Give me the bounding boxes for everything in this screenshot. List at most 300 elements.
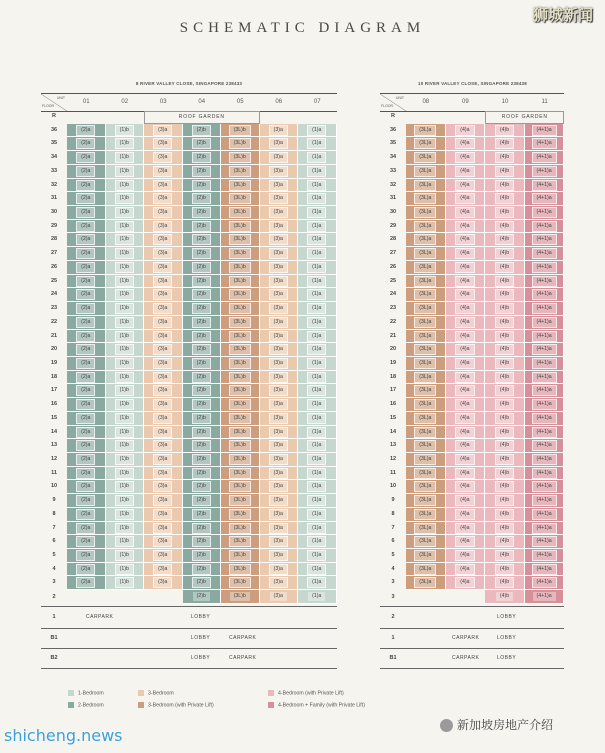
- floor-label: 21: [389, 332, 397, 339]
- unit-type-label: (2)b: [192, 234, 211, 245]
- unit-type-label: (3)a: [270, 592, 287, 601]
- unit-type-label: (2)a: [76, 125, 95, 136]
- unit-cell: [106, 192, 145, 206]
- unit-column-header: 11: [541, 99, 548, 105]
- unit-cell: [298, 316, 337, 330]
- unit-column-header: 06: [275, 99, 283, 105]
- unit-type-label: (4)a: [455, 152, 474, 163]
- unit-type-label: (1)a: [307, 248, 326, 259]
- unit-cell: [67, 316, 106, 330]
- unit-cell: [298, 467, 337, 481]
- unit-cell: [298, 453, 337, 467]
- unit-type-label: (4)a: [455, 481, 474, 492]
- unit-cell: [260, 590, 299, 604]
- unit-type-label: (1)a: [307, 331, 326, 342]
- floor-label: 3: [391, 579, 395, 586]
- unit-type-label: (4)a: [455, 180, 474, 191]
- unit-type-label: (3)a: [269, 221, 288, 232]
- unit-cell: [406, 480, 446, 494]
- unit-cell: [183, 522, 222, 536]
- unit-type-label: (3L)b: [229, 427, 251, 438]
- floor-label: 5: [52, 552, 56, 559]
- unit-cell: [406, 398, 446, 412]
- unit-cell: [67, 439, 106, 453]
- unit-cell: [525, 206, 565, 220]
- unit-type-label: (3)a: [153, 138, 172, 149]
- unit-cell: [485, 247, 525, 261]
- unit-cell: [446, 330, 486, 344]
- unit-cell: [67, 398, 106, 412]
- floor-label: 19: [389, 359, 397, 366]
- unit-type-label: (3)a: [153, 358, 172, 369]
- unit-type-label: (3L)a: [414, 577, 436, 588]
- unit-cell: [106, 261, 145, 275]
- unit-type-label: (3L)b: [229, 550, 251, 561]
- unit-type-label: (2)b: [192, 180, 211, 191]
- unit-cell: [298, 535, 337, 549]
- unit-type-label: (4)b: [495, 152, 514, 163]
- unit-type-label: (2)a: [76, 303, 95, 314]
- unit-type-label: (3)a: [153, 166, 172, 177]
- floor-label: 20: [50, 346, 58, 353]
- unit-type-label: (2)b: [192, 152, 211, 163]
- unit-type-label: (4)a: [455, 385, 474, 396]
- unit-type-label: (2)b: [192, 577, 211, 588]
- watermark-bottom-right: [440, 716, 553, 733]
- unit-type-label: (4)a: [455, 468, 474, 479]
- unit-cell: [260, 480, 299, 494]
- floor-label: 31: [389, 195, 397, 202]
- unit-cell: [106, 275, 145, 289]
- unit-type-label: (2)a: [76, 248, 95, 259]
- unit-cell: [221, 494, 260, 508]
- watermark-bottom-right-text: 新加坡房地产介绍: [457, 718, 554, 732]
- unit-type-label: (1)b: [115, 564, 134, 575]
- unit-type-label: (1)b: [115, 468, 134, 479]
- unit-type-label: (3L)b: [229, 509, 251, 520]
- unit-cell: [67, 494, 106, 508]
- unit-type-label: (3L)a: [414, 413, 436, 424]
- unit-type-label: (3L)b: [229, 495, 251, 506]
- unit-cell: [525, 549, 565, 563]
- unit-cell: [183, 192, 222, 206]
- unit-cell: [183, 124, 222, 138]
- unit-cell: [106, 522, 145, 536]
- floor-label: 12: [389, 456, 397, 462]
- unit-cell: [67, 288, 106, 302]
- unit-cell: [106, 384, 145, 398]
- unit-type-label: (3)a: [153, 125, 172, 136]
- unit-cell: [67, 275, 106, 289]
- unit-cell: [525, 439, 565, 453]
- unit-header-row: [41, 93, 337, 112]
- unit-cell: [446, 398, 486, 412]
- unit-cell: [260, 261, 299, 275]
- unit-cell: [406, 288, 446, 302]
- unit-type-label: (3)a: [269, 481, 288, 492]
- unit-cell: [525, 563, 565, 577]
- unit-cell: [183, 261, 222, 275]
- floor-label: 24: [389, 291, 397, 298]
- unit-type-label: (2)b: [192, 523, 211, 534]
- unit-type-label: (3)a: [269, 344, 288, 355]
- unit-cell: [144, 371, 183, 385]
- unit-cell: [485, 220, 525, 234]
- unit-cell: [446, 179, 486, 193]
- unit-cell: [183, 494, 222, 508]
- unit-type-label: (1)a: [307, 523, 326, 534]
- unit-type-label: (2)a: [76, 317, 95, 328]
- unit-cell: [67, 508, 106, 522]
- unit-type-label: (1)b: [115, 193, 134, 204]
- unit-cell: [106, 563, 145, 577]
- unit-type-label: (3L)a: [414, 385, 436, 396]
- unit-type-label: (3L)b: [229, 276, 251, 287]
- unit-type-label: (4+1)a: [532, 577, 557, 588]
- legend-item: [268, 702, 365, 708]
- floor-label: 6: [52, 538, 56, 545]
- unit-type-label: (2)a: [76, 234, 95, 245]
- floor-unit-corner: [380, 94, 406, 111]
- unit-type-label: (3)a: [269, 234, 288, 245]
- unit-cell: [106, 137, 145, 151]
- unit-cell: [485, 330, 525, 344]
- unit-cell: [67, 357, 106, 371]
- unit-type-label: (3)a: [269, 468, 288, 479]
- unit-type-label: (3)a: [153, 536, 172, 547]
- unit-cell: [446, 275, 486, 289]
- unit-type-label: (3)a: [269, 564, 288, 575]
- unit-type-label: (4)b: [495, 262, 514, 273]
- floor-label: 35: [389, 140, 397, 147]
- unit-cell: [485, 384, 525, 398]
- unit-type-label: (3L)b: [229, 523, 251, 534]
- unit-type-label: (3)a: [269, 248, 288, 259]
- unit-type-label: (4)b: [495, 413, 514, 424]
- unit-cell: [144, 275, 183, 289]
- unit-type-label: (2)b: [192, 193, 211, 204]
- unit-cell: [525, 192, 565, 206]
- unit-cell: [144, 261, 183, 275]
- unit-cell: [67, 151, 106, 165]
- unit-cell: [183, 233, 222, 247]
- unit-cell: [144, 137, 183, 151]
- unit-type-label: (1)b: [115, 166, 134, 177]
- unit-cell: [260, 288, 299, 302]
- unit-type-label: (4)a: [455, 427, 474, 438]
- floor-label: 18: [389, 373, 397, 380]
- unit-cell: [221, 549, 260, 563]
- unit-type-label: (3)a: [153, 331, 172, 342]
- unit-cell: [485, 426, 525, 440]
- unit-type-label: (3L)b: [229, 303, 251, 314]
- unit-cell: [221, 165, 260, 179]
- unit-cell: [446, 316, 486, 330]
- unit-type-label: (1)b: [115, 358, 134, 369]
- unit-type-label: (3)a: [269, 276, 288, 287]
- legend-item: [68, 702, 104, 708]
- unit-type-label: (3L)a: [414, 536, 436, 547]
- unit-type-label: (4)a: [455, 564, 474, 575]
- unit-cell: [144, 426, 183, 440]
- unit-cell: [446, 151, 486, 165]
- unit-cell: [183, 357, 222, 371]
- unit-cell: [260, 179, 299, 193]
- unit-type-label: (4)a: [455, 276, 474, 287]
- unit-cell: [298, 412, 337, 426]
- unit-cell: [221, 508, 260, 522]
- legend-item: [138, 690, 174, 696]
- floor-divider: [41, 606, 337, 607]
- unit-cell: [446, 426, 486, 440]
- floor-label: 36: [50, 126, 58, 133]
- unit-type-label: (3L)b: [229, 166, 251, 177]
- unit-cell: [260, 549, 299, 563]
- unit-type-label: (2)a: [76, 481, 95, 492]
- unit-type-label: (4+1)a: [532, 550, 557, 561]
- unit-type-label: (4)b: [495, 577, 514, 588]
- unit-cell: [525, 247, 565, 261]
- unit-cell: [298, 508, 337, 522]
- unit-type-label: (1)a: [307, 427, 326, 438]
- unit-cell: [485, 316, 525, 330]
- unit-type-label: (4)b: [495, 193, 514, 204]
- unit-cell: [298, 151, 337, 165]
- floor-label: 23: [50, 305, 58, 312]
- roof-garden: ROOF GARDEN: [485, 111, 564, 124]
- unit-type-label: (3L)b: [229, 358, 251, 369]
- unit-type-label: (4)a: [455, 193, 474, 204]
- unit-type-label: (3L)b: [229, 125, 251, 136]
- unit-cell: [106, 576, 145, 590]
- unit-type-label: (3)a: [269, 166, 288, 177]
- unit-cell: [260, 330, 299, 344]
- unit-cell: [446, 384, 486, 398]
- unit-type-label: (2)b: [192, 289, 211, 300]
- unit-type-label: (3L)a: [414, 509, 436, 520]
- unit-cell: [485, 165, 525, 179]
- unit-cell: [144, 330, 183, 344]
- floor-label: 2: [391, 613, 395, 620]
- unit-cell: [446, 288, 486, 302]
- legend-item: [68, 690, 104, 696]
- unit-type-label: (3L)b: [229, 207, 251, 218]
- unit-column-header: 02: [121, 99, 129, 105]
- unit-cell: [106, 467, 145, 481]
- unit-type-label: (3L)b: [229, 221, 251, 232]
- unit-type-label: (2)b: [192, 276, 211, 287]
- unit-type-label: (3L)b: [229, 180, 251, 191]
- unit-cell: [525, 124, 565, 138]
- unit-type-label: (2)b: [192, 385, 211, 396]
- watermark-top: 狮城新闻: [532, 6, 593, 24]
- unit-type-label: (4)a: [455, 550, 474, 561]
- unit-type-label: (3)a: [269, 440, 288, 451]
- unit-cell: [67, 467, 106, 481]
- unit-type-label: (4)a: [455, 317, 474, 328]
- unit-cell: [221, 192, 260, 206]
- unit-type-label: (3L)a: [414, 454, 436, 465]
- unit-type-label: (3L)a: [414, 427, 436, 438]
- floor-label: 28: [50, 236, 58, 243]
- unit-type-label: (3)a: [153, 344, 172, 355]
- unit-type-label: (3)a: [269, 536, 288, 547]
- unit-cell: [144, 412, 183, 426]
- unit-type-label: (2)b: [192, 509, 211, 520]
- unit-type-label: (3)a: [153, 221, 172, 232]
- unit-cell: [485, 261, 525, 275]
- unit-type-label: (4+1)a: [532, 440, 557, 451]
- unit-cell: [525, 426, 565, 440]
- unit-cell: [221, 467, 260, 481]
- unit-cell: [298, 357, 337, 371]
- unit-cell: [183, 384, 222, 398]
- unit-type-label: (4)b: [495, 481, 514, 492]
- unit-cell: [183, 343, 222, 357]
- unit-cell: [106, 206, 145, 220]
- unit-type-label: (4)a: [455, 495, 474, 506]
- unit-cell: [144, 549, 183, 563]
- unit-type-label: (3L)a: [414, 207, 436, 218]
- floor-label: 32: [50, 181, 58, 188]
- unit-type-label: (1)a: [307, 372, 326, 383]
- unit-type-label: (3L)a: [414, 344, 436, 355]
- unit-cell: [485, 508, 525, 522]
- legend-label: 3-Bedroom (with Private Lift): [148, 702, 214, 709]
- unit-type-label: (4+1)a: [532, 262, 557, 273]
- unit-type-label: (2)b: [192, 262, 211, 273]
- unit-type-label: (2)b: [192, 536, 211, 547]
- floor-label: 36: [389, 126, 397, 133]
- unit-type-label: (4+1)a: [532, 193, 557, 204]
- unit-type-label: (1)b: [115, 372, 134, 383]
- unit-type-label: (1)b: [115, 427, 134, 438]
- unit-cell: [144, 508, 183, 522]
- unit-cell: [260, 137, 299, 151]
- unit-cell: [446, 563, 486, 577]
- unit-type-label: (4)a: [455, 125, 474, 136]
- unit-cell: [106, 480, 145, 494]
- unit-cell: [485, 357, 525, 371]
- unit-cell: [406, 467, 446, 481]
- unit-cell: [260, 426, 299, 440]
- unit-type-label: (3)a: [269, 385, 288, 396]
- unit-type-label: (4)a: [455, 234, 474, 245]
- watermark-bottom-left: shicheng.news: [4, 726, 123, 745]
- unit-type-label: (4)a: [455, 207, 474, 218]
- unit-cell: [260, 535, 299, 549]
- unit-type-label: (3L)a: [414, 550, 436, 561]
- unit-cell: [221, 453, 260, 467]
- unit-cell: [525, 261, 565, 275]
- unit-type-label: (2)b: [192, 248, 211, 259]
- floor-label: 22: [50, 318, 58, 325]
- unit-type-label: (2)a: [76, 454, 95, 465]
- unit-type-label: (4)b: [495, 495, 514, 506]
- unit-type-label: (4)b: [495, 303, 514, 314]
- unit-cell: [144, 439, 183, 453]
- unit-cell: [298, 426, 337, 440]
- unit-type-label: (2)b: [193, 592, 210, 601]
- unit-type-label: (3)a: [269, 372, 288, 383]
- unit-type-label: (1)a: [307, 289, 326, 300]
- unit-cell: [106, 151, 145, 165]
- unit-type-label: (3)a: [153, 399, 172, 410]
- unit-cell: [446, 412, 486, 426]
- unit-cell: [260, 357, 299, 371]
- unit-cell: [298, 549, 337, 563]
- unit-type-label: (3)a: [269, 262, 288, 273]
- unit-cell: [67, 192, 106, 206]
- unit-type-label: (4)a: [455, 138, 474, 149]
- unit-cell: [485, 206, 525, 220]
- unit-type-label: (3L)a: [414, 495, 436, 506]
- floor-label: 23: [389, 305, 397, 312]
- unit-cell: [406, 508, 446, 522]
- unit-type-label: (1)a: [307, 564, 326, 575]
- unit-type-label: (3L)b: [229, 454, 251, 465]
- unit-cell: [525, 275, 565, 289]
- lower-floor-label: CARPARK: [229, 654, 257, 661]
- unit-cell: [525, 330, 565, 344]
- unit-cell: [144, 357, 183, 371]
- unit-type-label: (4+1)a: [532, 138, 557, 149]
- unit-cell: [406, 206, 446, 220]
- unit-cell: [446, 261, 486, 275]
- unit-cell: [525, 233, 565, 247]
- unit-type-label: (3L)b: [229, 234, 251, 245]
- unit-header-row: [380, 93, 564, 112]
- unit-type-label: (4)b: [495, 317, 514, 328]
- unit-cell: [67, 261, 106, 275]
- unit-cell: [446, 576, 486, 590]
- unit-cell: [485, 192, 525, 206]
- unit-cell: [406, 316, 446, 330]
- unit-type-label: (4)a: [455, 221, 474, 232]
- unit-type-label: (4+1)a: [532, 536, 557, 547]
- floor-label: 16: [50, 401, 58, 408]
- unit-type-label: (3)a: [153, 193, 172, 204]
- unit-cell: [446, 302, 486, 316]
- unit-cell: [183, 480, 222, 494]
- floor-label: 26: [389, 263, 397, 270]
- unit-cell: [67, 302, 106, 316]
- unit-type-label: (2)b: [192, 372, 211, 383]
- unit-type-label: (4)a: [455, 440, 474, 451]
- unit-cell: [106, 288, 145, 302]
- floor-divider: [380, 628, 564, 629]
- unit-type-label: (3)a: [153, 317, 172, 328]
- unit-cell: [406, 247, 446, 261]
- unit-cell: [298, 371, 337, 385]
- floor-label: 28: [389, 236, 397, 243]
- floor-label: 25: [50, 277, 58, 284]
- unit-type-label: (1)a: [307, 125, 326, 136]
- unit-type-label: (3L)b: [229, 385, 251, 396]
- unit-type-label: (4)a: [455, 303, 474, 314]
- page-title: SCHEMATIC DIAGRAM: [179, 20, 426, 36]
- unit-cell: [406, 439, 446, 453]
- unit-type-label: (4+1)a: [532, 289, 557, 300]
- unit-type-label: (3L)b: [229, 193, 251, 204]
- unit-cell: [144, 124, 183, 138]
- unit-type-label: (2)a: [76, 385, 95, 396]
- unit-cell: [260, 206, 299, 220]
- unit-cell: [406, 165, 446, 179]
- unit-cell: [485, 124, 525, 138]
- unit-cell: [485, 535, 525, 549]
- unit-cell: [525, 316, 565, 330]
